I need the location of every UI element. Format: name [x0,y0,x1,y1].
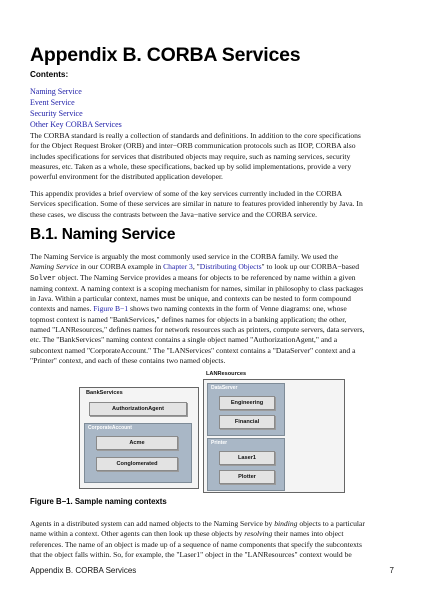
lan-resources-label: LANResources [206,371,247,377]
text-line: The Naming Service is arguably the most commonly used service in the CORBA family. We used the [30,252,339,261]
object-plotter: Plotter [219,470,275,484]
text-line: naming context. A naming context is a scoping mechanism for names, similar in philosophy to class packages [30,283,364,293]
link-chapter-3[interactable]: Chapter 3 [163,262,193,272]
toc-item[interactable] [30,97,122,108]
data-server-label: DataServer [211,385,238,391]
intro-paragraph-1 [30,131,402,182]
text-line [30,519,402,529]
term-naming-service: Naming Service [30,262,79,272]
text-line [30,262,402,272]
naming-service-paragraph [30,252,402,366]
contents-label: Contents: [30,70,69,79]
text-span: object. The Naming Service provides a means for objects to be referenced by name within a given [55,272,356,282]
table-of-contents [30,86,122,130]
naming-contexts-figure [79,371,345,491]
page-number: 7 [389,566,394,575]
toc-link-naming-service[interactable]: Naming Service [30,87,82,96]
toc-item[interactable] [30,119,122,130]
footer-title: Appendix B. CORBA Services [30,566,137,575]
text-line: topmost context is named "BankServices," defines names for objects in a banking application; the other, [30,314,347,324]
bank-services-context [79,387,199,489]
text-line: for the Object Request Broker (ORB) and inter−ORB communication protocols such as IIOP, CORBA also [30,141,356,151]
text-line: etc. The "BankServices" naming context contains a single object named "AuthorizationAgent," and a [30,335,338,345]
bank-services-label: BankServices [86,390,123,396]
term-binding: binding [274,519,298,528]
page-title: Appendix B. CORBA Services [30,44,301,66]
text-span: name within a context. Other agents can then look up these objects by [30,529,245,539]
text-span: , " [192,262,200,272]
text-line: This appendix provides a brief overview of some of the key services currently included in the CORBA [30,189,343,198]
toc-item[interactable] [30,86,122,97]
toc-link-event-service[interactable]: Event Service [30,98,75,107]
corporate-account-context [84,423,192,483]
printer-context [207,438,285,491]
link-figure-b1[interactable]: Figure B−1 [93,304,129,314]
text-span: their names into object [272,529,344,539]
object-laser1: Laser1 [219,451,275,465]
toc-item[interactable] [30,108,122,119]
lan-resources-context [203,379,345,493]
object-authorization-agent: AuthorizationAgent [89,402,187,416]
toc-link-other-services[interactable]: Other Key CORBA Services [30,120,122,129]
text-line: measures, etc. Taken as a whole, these specifications, backed up by solid implementations, provide a very [30,161,352,171]
object-conglomerated: Conglomerated [96,457,178,471]
text-line: The CORBA standard is really a collection of standards and definitions. In addition to the core specifications [30,131,361,140]
text-line: that the object falls within. So, for example, the "Laser1" object in the "LANResources" context would be [30,549,352,559]
text-span: objects to a particular [297,519,365,528]
object-engineering: Engineering [219,396,275,410]
binding-paragraph [30,519,402,560]
toc-link-security-service[interactable]: Security Service [30,109,83,118]
text-line: in Java. Within a particular context, names must be unique, and contexts can be nested to form compound [30,294,351,304]
text-line [30,304,402,314]
object-acme: Acme [96,436,178,450]
text-line [30,273,402,284]
text-span: shows two naming contexts in the form of Venne diagrams: one, whose [128,304,347,314]
link-distributing-objects[interactable]: Distributing Objects [199,262,262,272]
data-server-context [207,383,285,436]
text-line: subcontext named "CorporateAccount." The "LANServices" context contains a "DataServer" context and a [30,345,356,355]
text-line: includes specifications for services that distributed objects may require, such as naming services, security [30,151,351,161]
text-line: Services specification. Some of these services are similar in nature to features provided inherently by Java. In [30,199,363,209]
figure-caption: Figure B−1. Sample naming contexts [30,497,167,506]
section-heading: B.1. Naming Service [30,226,176,243]
text-line: references. The name of an object is made up of a sequence of name components that specify the subcontexts [30,539,362,549]
intro-paragraph-2 [30,189,402,220]
text-span: Agents in a distributed system can add named objects to the Naming Service by [30,519,275,528]
text-line [30,529,402,539]
text-line: named "LANResources," defines names for network resources such as printers, compute servers, data servers, [30,325,365,335]
corporate-account-label: CorporateAccount [88,425,132,431]
code-solver: Solver [30,274,56,283]
text-span: contexts and names. [30,304,94,314]
text-span: in our CORBA example in [78,262,164,272]
text-line: powerful environment for the distributed application developer. [30,172,223,182]
text-line: "Printer" context, and each of these contains two named objects. [30,355,226,365]
text-line: these cases, we discuss the contrasts between the Java−native service and the CORBA service. [30,209,318,219]
object-financial: Financial [219,415,275,429]
printer-label: Printer [211,440,228,446]
term-resolving: resolving [244,529,273,539]
text-span: " to look up our CORBA−based [261,262,359,272]
